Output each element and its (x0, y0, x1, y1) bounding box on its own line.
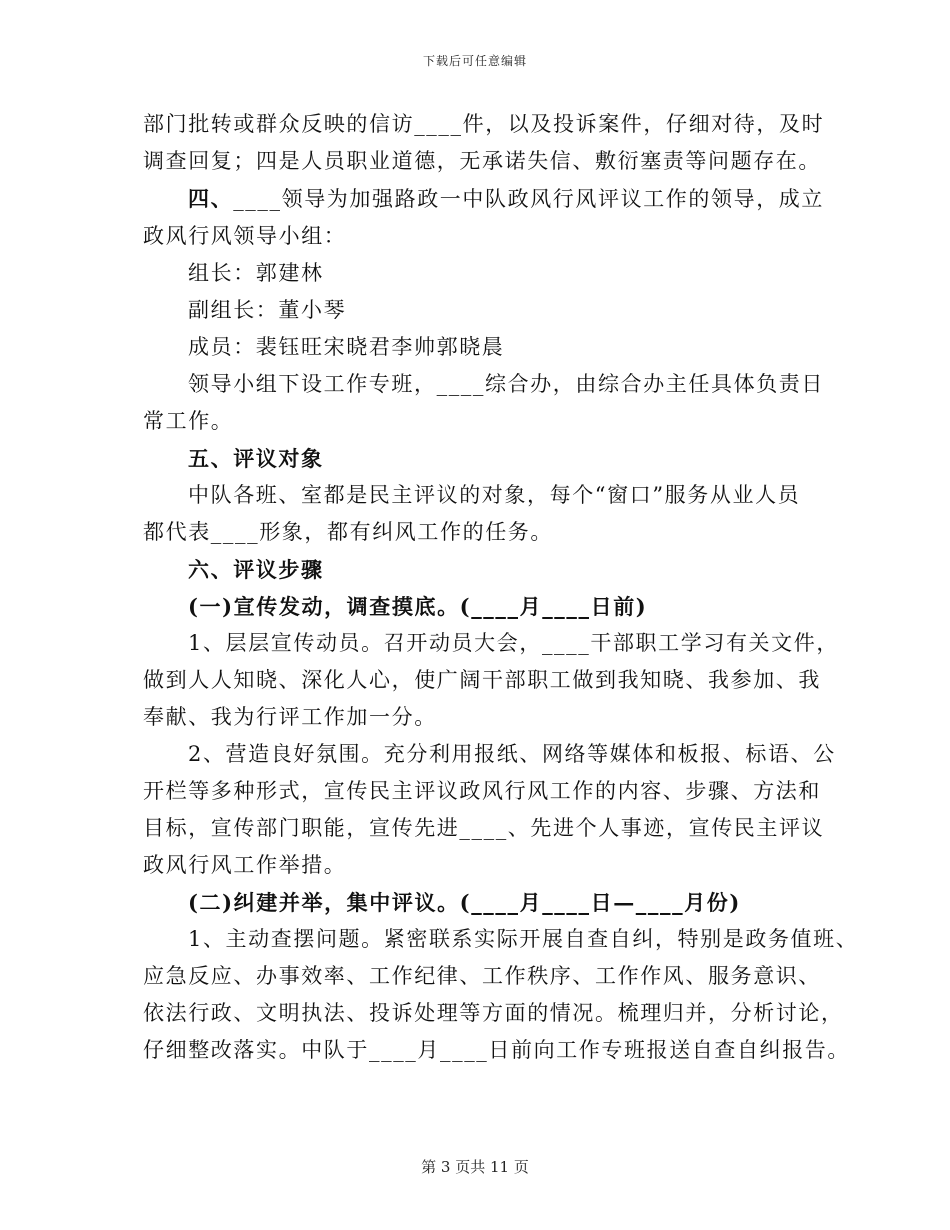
body-line: 奉献、我为行评工作加一分。 (143, 705, 437, 729)
section-heading-six: 六、评议步骤 (188, 557, 324, 582)
body-line: 目标，宣传部门职能，宣传先进____、先进个人事迹，宣传民主评议 (143, 816, 825, 840)
body-line: 做到人人知晓、深化人心，使广阔干部职工做到我知晓、我参加、我 (143, 668, 821, 692)
body-line: 常工作。 (143, 409, 234, 433)
section-number: 四、 (188, 186, 234, 211)
section-heading-four: 四、____领导为加强路政一中队政风行风评议工作的领导，成立 (188, 186, 825, 211)
page-number: 第 3 页共 11 页 (421, 1158, 529, 1176)
subsection-heading-one: (一)宣传发动，调查摸底。(____月____日前) (188, 594, 648, 619)
deputy-leader-line: 副组长：董小琴 (188, 298, 347, 322)
body-line: 领导小组下设工作专班，____综合办，由综合办主任具体负责日 (188, 372, 824, 396)
section-heading-five: 五、评议对象 (188, 446, 324, 471)
body-line: 部门批转或群众反映的信访____件，以及投诉案件，仔细对待，及时 (143, 112, 825, 136)
body-line: 调查回复；四是人员职业道德，无承诺失信、敷衍塞责等问题存在。 (143, 149, 821, 173)
body-line: 政风行风工作举措。 (143, 853, 347, 877)
body-line: 政风行风领导小组： (143, 224, 347, 248)
body-line: 中队各班、室都是民主评议的对象，每个“窗口”服务从业人员 (188, 483, 801, 507)
body-line: 应急反应、办事效率、工作纪律、工作秩序、工作作风、服务意识、 (143, 964, 821, 988)
body-line: 2、营造良好氛围。充分利用报纸、网络等媒体和板报、标语、公 (188, 742, 836, 766)
body-line: 仔细整改落实。中队于____月____日前向工作专班报送自查自纠报告。 (143, 1038, 850, 1062)
body-line: 依法行政、文明执法、投诉处理等方面的情况。梳理归并，分析讨论， (143, 1001, 844, 1025)
leader-line: 组长：郭建林 (188, 261, 324, 285)
document-body (143, 106, 859, 1069)
subsection-heading-two: (二)纠建并举，集中评议。(____月____日—____月份) (188, 890, 741, 915)
body-line: 都代表____形象，都有纠风工作的任务。 (143, 520, 553, 544)
body-line: 开栏等多种形式，宣传民主评议政风行风工作的内容、步骤、方法和 (143, 779, 821, 803)
body-line: 1、主动查摆问题。紧密联系实际开展自查自纠，特别是政务值班、 (188, 927, 859, 951)
page-header: 下载后可任意编辑 (422, 54, 527, 68)
body-line: 1、层层宣传动员。召开动员大会，____干部职工学习有关文件， (188, 631, 839, 655)
members-line: 成员：裴钰旺宋晓君李帅郭晓晨 (188, 335, 505, 359)
